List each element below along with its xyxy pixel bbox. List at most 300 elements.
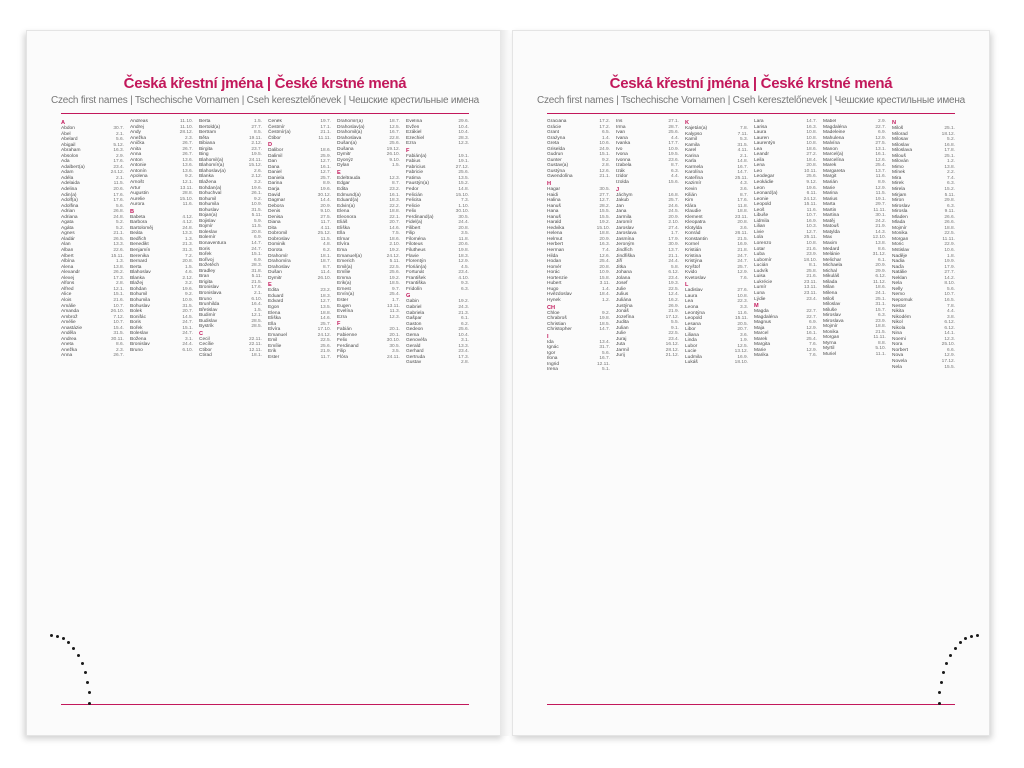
name-text: Blažej [130,281,144,287]
name-text: Nela [892,364,902,370]
name-day-date: 13.5. [320,304,331,310]
section-letter: G [406,293,411,300]
name-entry [547,298,610,304]
name-text: Ferdinand(a) [406,214,434,220]
name-text: Emma [337,275,351,281]
name-text: Marie [823,185,835,191]
name-day-date: 15.1. [251,252,262,258]
name-text: Marta [823,202,836,208]
name-text: Andy [130,130,141,136]
name-text: Mabel [823,119,837,124]
name-text: Ivonna [616,157,631,163]
name-text: Miloš [892,126,904,131]
name-day-date: 6.3. [670,168,679,174]
name-text: Grácie [547,124,562,130]
name-day-date: 12.9. [737,270,748,276]
name-day-date: 25.6. [389,270,400,276]
name-day-date: 10.6. [944,248,955,254]
name-day-date: 5.11. [251,274,262,280]
decorative-dot [84,671,87,674]
name-text: Izidor [616,174,628,180]
name-day-date: 8.6. [115,342,124,348]
name-text: Karel [685,148,697,154]
name-day-date: 3.6. [739,225,748,231]
name-day-date: 27.7. [251,124,262,130]
name-day-date: 7.4. [946,175,955,181]
name-text: Birgita [199,146,213,152]
name-day-date: 22.8. [389,135,400,141]
name-day-date: 22.1. [389,214,400,220]
name-day-date: 12.9. [944,353,955,359]
name-text: Emílie [337,270,351,276]
name-day-date: 6.9. [253,235,262,241]
name-day-date: 4.5. [460,264,469,270]
name-day-date: 6.3. [877,313,886,319]
name-day-date: 26.9. [668,303,679,309]
section-letter: D [268,142,273,149]
name-text: Ema [337,248,347,254]
name-text: Amélie [61,320,76,326]
name-day-date: 18.8. [737,209,748,215]
name-text: Bohumil [199,196,217,202]
name-text: Genovéfa [406,338,427,344]
name-day-date: 6.3. [946,203,955,209]
name-day-date: 19.5. [251,152,262,158]
name-text: Michaela [823,263,843,269]
name-text: Anežka [61,347,77,353]
name-text: Homér [547,264,562,270]
name-day-date: 19.6. [182,286,193,292]
name-day-date: 25.11. [804,235,817,241]
name-day-date: 6.1. [460,316,469,322]
name-day-date: 20.8. [737,220,748,226]
name-day-date: 22.7. [806,314,817,320]
name-text: Karmela [685,164,703,170]
name-text: Malvína [823,141,840,147]
name-text: Nikita [892,309,904,315]
name-column [268,119,331,701]
name-day-date: 13.3. [458,343,469,349]
name-text: Liliana [685,332,699,338]
name-day-date: 12.11. [249,347,262,353]
name-text: Edgar [337,181,350,187]
name-day-date: 8.9. [322,181,331,187]
name-day-date: 4.10. [458,275,469,281]
name-day-date: 16.2. [668,297,679,303]
name-text: Haidi [547,192,558,198]
name-day-date: 3.3. [739,304,748,310]
name-text: Kleopatra [685,220,706,226]
name-day-date: 25.6. [320,343,331,349]
name-day-date: 13.11. [387,303,400,309]
name-text: Anton [130,157,143,163]
name-day-date: 12.4. [668,292,679,298]
name-day-date: 24.8. [182,225,193,231]
name-day-date: 30.7. [113,126,124,131]
name-text: Gunter [547,157,562,163]
name-text: Nestor [892,303,907,309]
name-day-date: 24.9. [599,146,610,152]
name-text: Ivana [616,135,628,141]
name-day-date: 1.5. [391,163,400,169]
name-day-date: 29.9. [875,268,886,274]
name-text: Bruno [199,296,212,302]
name-text: Berta [130,264,142,270]
name-text: Mlada [892,220,906,226]
name-text: Boris [130,320,141,326]
name-day-date: 25.6. [458,327,469,333]
name-text: Drahomíra [268,259,291,265]
decorative-dot [938,702,941,705]
name-day-date: 11.5. [113,181,124,187]
name-day-date: 21.1. [113,231,124,237]
name-day-date: 11.10. [180,124,193,130]
name-text: Bertram [199,130,217,136]
name-day-date: 20.1. [389,327,400,333]
name-text: Novela [892,358,907,364]
name-day-date: 13.7. [668,248,679,254]
name-text: Mimo [892,164,904,170]
name-day-date: 15.7. [875,307,886,313]
name-text: Čestmír [268,124,285,130]
name-text: Dymitr [268,275,282,281]
name-day-date: 21.1. [599,174,610,180]
name-day-date: 25.6. [389,141,400,147]
name-text: Melichar [823,257,842,263]
section-letter: I [547,333,549,340]
name-entry [268,276,331,282]
name-day-date: 15.12. [248,163,262,169]
name-text: Antonín [130,168,147,174]
right-page [512,30,990,736]
name-text: Andrea [61,336,77,342]
name-day-date: 1.10. [458,203,469,209]
name-text: Kornel [685,242,699,248]
name-text: Albert [61,253,74,259]
name-day-date: 3.5. [391,349,400,355]
name-day-date: 6.3. [946,181,955,187]
name-text: Ilona [547,356,558,362]
name-day-date: 18.10. [734,360,748,366]
name-text: Filibert [406,225,421,231]
name-text: Ingrid [547,361,559,367]
name-text: Filip [337,349,346,355]
name-text: Medard [823,246,840,252]
name-day-date: 11.7. [320,354,331,360]
name-entry [892,365,955,371]
name-day-date: 17.2. [599,124,610,130]
name-day-date: 23.4. [458,349,469,355]
name-day-date: 29.6. [458,119,469,124]
name-day-date: 5.6. [115,137,124,143]
decorative-dot [50,634,53,637]
name-text: Debora [268,203,284,209]
name-text: Magda [754,309,769,315]
name-day-date: 28.12. [665,347,679,353]
name-text: Alice [61,292,72,298]
name-text: Agnes [61,231,75,237]
left-page-subtitle: Czech first names | Tschechische Vornamen | Cseh keresztelőnevek | Чешские крестильные имена [50,95,480,106]
name-day-date: 23.4. [668,336,679,342]
name-text: Kamil [685,137,697,143]
name-day-date: 8.1. [808,263,817,269]
name-text: Kristián [685,248,701,254]
name-text: Bibiana [199,141,216,147]
name-text: Amanda [61,309,79,315]
name-text: Božetěch [199,263,220,269]
name-text: Drahoslav(a) [337,124,365,130]
name-day-date: 25.10. [941,342,955,348]
name-text: Ambrož [61,314,78,320]
right-name-columns [547,119,955,701]
name-text: Jolana [616,275,631,281]
name-text: Fabricius [406,164,426,170]
name-text: Andrej [130,124,144,130]
name-day-date: 26.10. [317,275,331,281]
name-text: Eugen [337,303,351,309]
name-day-date: 25.1. [875,296,886,302]
name-column [823,119,886,701]
name-text: Hanuš [547,203,561,209]
name-day-date: 24.12. [386,253,400,259]
name-day-date: 6.1. [877,257,886,263]
name-text: Gustav(a) [547,163,569,169]
decorative-dot [77,654,80,657]
name-text: Dita [268,225,277,231]
name-text: Ada [61,159,70,165]
name-text: Miloš [823,296,835,302]
left-header [27,75,503,106]
name-text: Blahomil(a) [199,157,224,163]
name-text: Libor [685,327,696,333]
name-day-date: 9.2. [601,157,610,163]
name-text: Dalibor [268,148,284,154]
name-day-date: 25.6. [458,170,469,176]
name-text: Lukrécie [754,279,773,285]
name-text: Adelina [61,187,78,193]
name-text: Fidel(a) [406,220,423,226]
name-day-date: 15.5. [599,209,610,215]
name-text: Aurora [130,202,145,208]
name-day-date: 25.7. [320,175,331,181]
name-text: Fridolín [406,286,422,292]
name-text: Kryštof [685,264,700,270]
name-day-date: 21.9. [320,349,331,355]
name-day-date: 8.7. [739,192,748,198]
name-day-date: 11.6. [182,202,193,208]
name-day-date: 18.8. [599,231,610,237]
name-text: Edvard [268,299,284,305]
name-day-date: 23.4. [668,275,679,281]
name-text: Emil [268,338,278,344]
name-text: Jana [616,209,627,215]
name-text: Emil(a) [337,264,353,270]
name-day-date: 3.5. [460,231,469,237]
name-text: Jitka [616,264,626,270]
name-text: Anna [61,353,73,359]
name-text: Erik(a) [337,281,352,287]
name-text: Karolína [685,170,703,176]
name-day-date: 19.8. [599,316,610,322]
name-day-date: 28.7. [668,124,679,130]
name-text: Miluše [823,307,837,313]
name-text: Jasmína [616,236,635,242]
name-day-date: 30.5. [389,343,400,349]
name-day-date: 24.5. [668,209,679,215]
name-text: Lýdie [754,296,766,302]
name-day-date: 1.7. [391,297,400,303]
right-page-subtitle: Czech first names | Tschechische Vornamen | Cseh keresztelőnevek | Чешские крестильные имена [536,95,966,106]
name-text: Lubor [685,343,698,349]
name-day-date: 7.3. [460,198,469,204]
name-text: Ctirad [199,353,212,359]
name-text: Lauren [754,135,769,141]
name-text: Lumír [754,285,767,291]
name-day-date: 15.1. [113,292,124,298]
name-day-date: 22.2. [389,203,400,209]
name-day-date: 2.8. [460,360,469,366]
name-day-date: 17.10. [317,327,331,333]
name-text: Jáchym [616,192,633,198]
name-day-date: 9.10. [320,209,331,215]
name-day-date: 31.8. [251,268,262,274]
name-day-date: 21.3. [182,242,193,248]
name-text: Lola [754,235,764,241]
name-text: Albína [61,259,75,265]
name-day-date: 18.8. [389,209,400,215]
name-day-date: 18.3. [389,198,400,204]
name-day-date: 30.12. [317,192,331,198]
name-text: Bojan(a) [199,213,218,219]
name-day-date: 5.11. [944,192,955,198]
name-text: Miroslav [823,313,841,319]
name-day-date: 21.12. [665,353,679,359]
name-day-date: 30.11. [111,336,124,342]
name-text: Griselda [547,146,565,152]
name-text: Artur [130,185,141,191]
name-day-date: 23.4. [806,296,817,302]
name-text: Dušana [337,146,354,152]
name-text: Bruno [130,347,143,353]
section-letter: K [685,120,690,126]
name-day-date: 12.9. [806,347,817,353]
name-day-date: 10.11. [804,168,817,174]
name-text: Bohumil [130,292,148,298]
name-day-date: 12.3. [389,175,400,181]
name-day-date: 19.9. [944,259,955,265]
name-day-date: 15.2. [458,181,469,187]
left-page [26,30,504,736]
name-day-date: 12.9. [806,325,817,331]
name-day-date: 11.8. [737,203,748,209]
name-text: Livie [754,229,764,235]
name-text: Nemo [892,292,905,298]
name-day-date: 24.4. [458,220,469,226]
name-text: Aneta [61,342,74,348]
name-column [685,119,748,701]
name-text: Christopher [547,327,572,333]
name-text: Margit [823,174,837,180]
name-day-date: 15.6. [668,180,679,186]
name-day-date: 18.8. [944,225,955,231]
name-text: Ludmila [685,354,702,360]
name-text: Kristýna [685,259,703,265]
name-day-date: 11.7. [320,220,331,226]
name-text: Felicián [406,192,423,198]
name-day-date: 5.3. [739,137,748,143]
name-text: Alois [61,297,72,303]
name-day-date: 14.8. [458,187,469,193]
name-day-date: 28.2. [599,203,610,209]
name-column [199,119,262,701]
name-day-date: 17.8. [944,148,955,154]
name-day-date: 28.12. [179,130,193,136]
name-text: Eleonora [337,214,357,220]
name-day-date: 12.1. [113,286,124,292]
name-day-date: 3.8. [946,314,955,320]
name-day-date: 17.6. [113,159,124,165]
name-text: Běta [199,135,209,141]
name-text: Marika [754,353,769,359]
name-day-date: 14.8. [737,159,748,165]
name-day-date: 9.3. [460,281,469,287]
name-day-date: 15.11. [111,253,124,259]
name-text: Lea [685,299,694,305]
name-text: Anežka [130,135,146,141]
name-day-date: 17.2. [599,119,610,124]
name-day-date: 16.1. [875,152,886,158]
name-day-date: 20.9. [875,263,886,269]
name-day-date: 12.6. [875,157,886,163]
name-text: Flóra [337,354,348,360]
name-day-date: 12.7. [320,299,331,305]
name-text: Alexej [61,275,75,281]
name-text: Denis [268,209,281,215]
name-text: Hilda [547,253,558,259]
name-text: Chrabroš [547,316,567,322]
name-day-date: 24.12. [803,196,817,202]
name-day-date: 21.1. [320,130,331,136]
name-day-date: 27.5. [875,141,886,147]
name-day-date: 31.12. [872,252,886,258]
name-day-date: 5.2. [115,220,124,226]
name-text: Dalimil [268,153,283,159]
name-day-date: 20.7. [389,220,400,226]
name-day-date: 12.9. [875,135,886,141]
name-text: Nina [892,331,902,337]
name-text: Apolena [130,174,148,180]
name-text: Lorenzo [754,241,772,247]
name-day-date: 16.3. [113,148,124,154]
name-entry [406,141,469,147]
name-text: Ladislav [685,288,703,294]
name-day-date: 24.7. [182,331,193,337]
name-text: Kevin [685,187,697,193]
name-day-date: 23.11. [804,279,817,285]
name-text: Milena [823,290,838,296]
name-text: Klaudie [685,209,702,215]
name-text: Felicie [406,203,420,209]
name-day-date: 22.3. [737,299,748,305]
name-day-date: 13.11. [804,285,817,291]
name-text: Felix [406,209,417,215]
name-day-date: 6.9. [808,320,817,326]
name-day-date: 24.7. [737,253,748,259]
name-text: Anastázie [61,325,83,331]
name-day-date: 20.8. [251,229,262,235]
name-day-date: 3.1. [184,336,193,342]
name-day-date: 21.5. [251,279,262,285]
